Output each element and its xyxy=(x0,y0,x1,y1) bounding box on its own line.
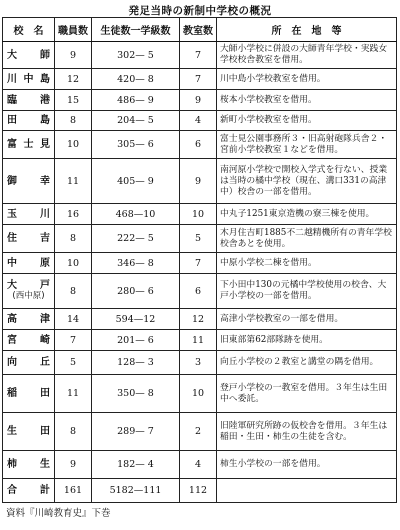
students-classes: 346— 8 xyxy=(92,253,180,274)
table-row xyxy=(3,69,397,90)
classroom-count: 6 xyxy=(180,274,217,309)
school-name: 御幸 xyxy=(3,159,55,204)
school-name-cell xyxy=(3,274,55,309)
table-row xyxy=(3,451,397,479)
table-row xyxy=(3,204,397,225)
staff-count: 12 xyxy=(55,69,92,90)
staff-count: 10 xyxy=(55,131,92,159)
staff-count: 8 xyxy=(55,274,92,309)
location-text: 富士見公園事務所３・旧高射砲隊兵舎２・宮前小学校教室１などを借用。 xyxy=(217,131,397,159)
table-row xyxy=(3,309,397,330)
staff-count: 7 xyxy=(55,330,92,351)
students-classes: 280— 6 xyxy=(92,274,180,309)
classroom-count: 5 xyxy=(180,225,217,253)
location-text: 新町小学校教室を借用。 xyxy=(217,111,397,131)
total-location xyxy=(217,479,397,503)
school-name: 宮崎 xyxy=(3,330,55,351)
header-staff-count: 職員数 xyxy=(55,18,92,42)
table-row xyxy=(3,111,397,131)
students-classes: 222— 5 xyxy=(92,225,180,253)
location-text: 旧陸軍研究所跡の仮校舎を借用。３年生は稲田・生田・柿生の生徒を含む。 xyxy=(217,413,397,451)
classroom-count: 7 xyxy=(180,42,217,69)
total-staff: 161 xyxy=(55,479,92,503)
staff-count: 15 xyxy=(55,90,92,111)
source-note: 資料『川崎教育史』下巻 xyxy=(6,508,111,519)
classroom-count: 9 xyxy=(180,90,217,111)
staff-count: 14 xyxy=(55,309,92,330)
table-row xyxy=(3,42,397,69)
classroom-count: 4 xyxy=(180,111,217,131)
location-text: 向丘小学校の２教室と講堂の隅を借用。 xyxy=(217,351,397,375)
staff-count: 8 xyxy=(55,413,92,451)
total-row xyxy=(3,479,397,503)
classroom-count: 12 xyxy=(180,309,217,330)
staff-count: 10 xyxy=(55,253,92,274)
location-text: 桜本小学校教室を借用。 xyxy=(217,90,397,111)
school-name: 富士見 xyxy=(3,131,55,159)
header-location: 所 在 地 等 xyxy=(217,18,397,42)
staff-count: 5 xyxy=(55,351,92,375)
school-name: 玉川 xyxy=(3,204,55,225)
school-name: 柿生 xyxy=(3,451,55,479)
table-row xyxy=(3,274,397,309)
staff-count: 8 xyxy=(55,225,92,253)
location-text: 中原小学校二棟を借用。 xyxy=(217,253,397,274)
total-students-classes: 5182—111 xyxy=(92,479,180,503)
table-row xyxy=(3,253,397,274)
school-name-alt: (西中原) xyxy=(12,291,45,301)
classroom-count: 11 xyxy=(180,330,217,351)
total-classrooms: 112 xyxy=(180,479,217,503)
location-text: 南河原小学校で開校入学式を行ない、授業は当時の橘中学校（現在、溝口331の高津中）校舎の一部を借用。 xyxy=(217,159,397,204)
location-text: 木月住吉町1885不二越精機所有の青年学校校舎あとを使用。 xyxy=(217,225,397,253)
table-row xyxy=(3,413,397,451)
header-classrooms: 教室数 xyxy=(180,18,217,42)
school-name: 臨港 xyxy=(3,90,55,111)
school-name: 中原 xyxy=(3,253,55,274)
school-name: 稲田 xyxy=(3,375,55,413)
classroom-count: 6 xyxy=(180,131,217,159)
students-classes: 128— 3 xyxy=(92,351,180,375)
location-text: 大師小学校に併設の大師青年学校・実践女学校校舎教室を借用。 xyxy=(217,42,397,69)
header-school-name: 校 名 xyxy=(3,18,55,42)
location-text: 川中島小学校教室を借用。 xyxy=(217,69,397,90)
students-classes: 350— 8 xyxy=(92,375,180,413)
location-text: 柿生小学校の一部を借用。 xyxy=(217,451,397,479)
classroom-count: 10 xyxy=(180,204,217,225)
location-text: 登戸小学校の一教室を借用。３年生は生田中へ委託。 xyxy=(217,375,397,413)
location-text: 中丸子1251東京造機の寮三棟を使用。 xyxy=(217,204,397,225)
classroom-count: 9 xyxy=(180,159,217,204)
table-row xyxy=(3,375,397,413)
students-classes: 201— 6 xyxy=(92,330,180,351)
school-name: 大師 xyxy=(3,42,55,69)
location-text: 高津小学校教室の一部を借用。 xyxy=(217,309,397,330)
table-row xyxy=(3,159,397,204)
students-classes: 468—10 xyxy=(92,204,180,225)
staff-count: 8 xyxy=(55,111,92,131)
students-classes: 305— 6 xyxy=(92,131,180,159)
staff-count: 16 xyxy=(55,204,92,225)
location-text: 下小田中130の元橘中学校使用の校舎、大戸小学校の一部を借用。 xyxy=(217,274,397,309)
table-row xyxy=(3,351,397,375)
students-classes: 405— 9 xyxy=(92,159,180,204)
table-row xyxy=(3,90,397,111)
school-name: 住吉 xyxy=(3,225,55,253)
table-row xyxy=(3,131,397,159)
students-classes: 302— 5 xyxy=(92,42,180,69)
students-classes: 420— 8 xyxy=(92,69,180,90)
students-classes: 486— 9 xyxy=(92,90,180,111)
staff-count: 9 xyxy=(55,42,92,69)
students-classes: 182— 4 xyxy=(92,451,180,479)
staff-count: 9 xyxy=(55,451,92,479)
total-label: 合 計 xyxy=(3,479,55,503)
students-classes: 289— 7 xyxy=(92,413,180,451)
school-name: 生田 xyxy=(3,413,55,451)
staff-count: 11 xyxy=(55,159,92,204)
classroom-count: 7 xyxy=(180,69,217,90)
classroom-count: 7 xyxy=(180,253,217,274)
header-row xyxy=(3,18,397,42)
students-classes: 204— 5 xyxy=(92,111,180,131)
school-name: 高津 xyxy=(3,309,55,330)
table-row xyxy=(3,225,397,253)
table-title: 発足当時の新制中学校の概況 xyxy=(128,5,272,17)
school-name: 大戸 xyxy=(7,280,50,291)
classroom-count: 3 xyxy=(180,351,217,375)
table-row xyxy=(3,330,397,351)
classroom-count: 10 xyxy=(180,375,217,413)
school-name: 向丘 xyxy=(3,351,55,375)
location-text: 旧東部第62部隊跡を使用。 xyxy=(217,330,397,351)
classroom-count: 4 xyxy=(180,451,217,479)
header-students-classes: 生徒数一学級数 xyxy=(92,18,180,42)
staff-count: 11 xyxy=(55,375,92,413)
school-name: 田島 xyxy=(3,111,55,131)
schools-table xyxy=(2,17,397,503)
school-name: 川中島 xyxy=(3,69,55,90)
classroom-count: 2 xyxy=(180,413,217,451)
students-classes: 594—12 xyxy=(92,309,180,330)
